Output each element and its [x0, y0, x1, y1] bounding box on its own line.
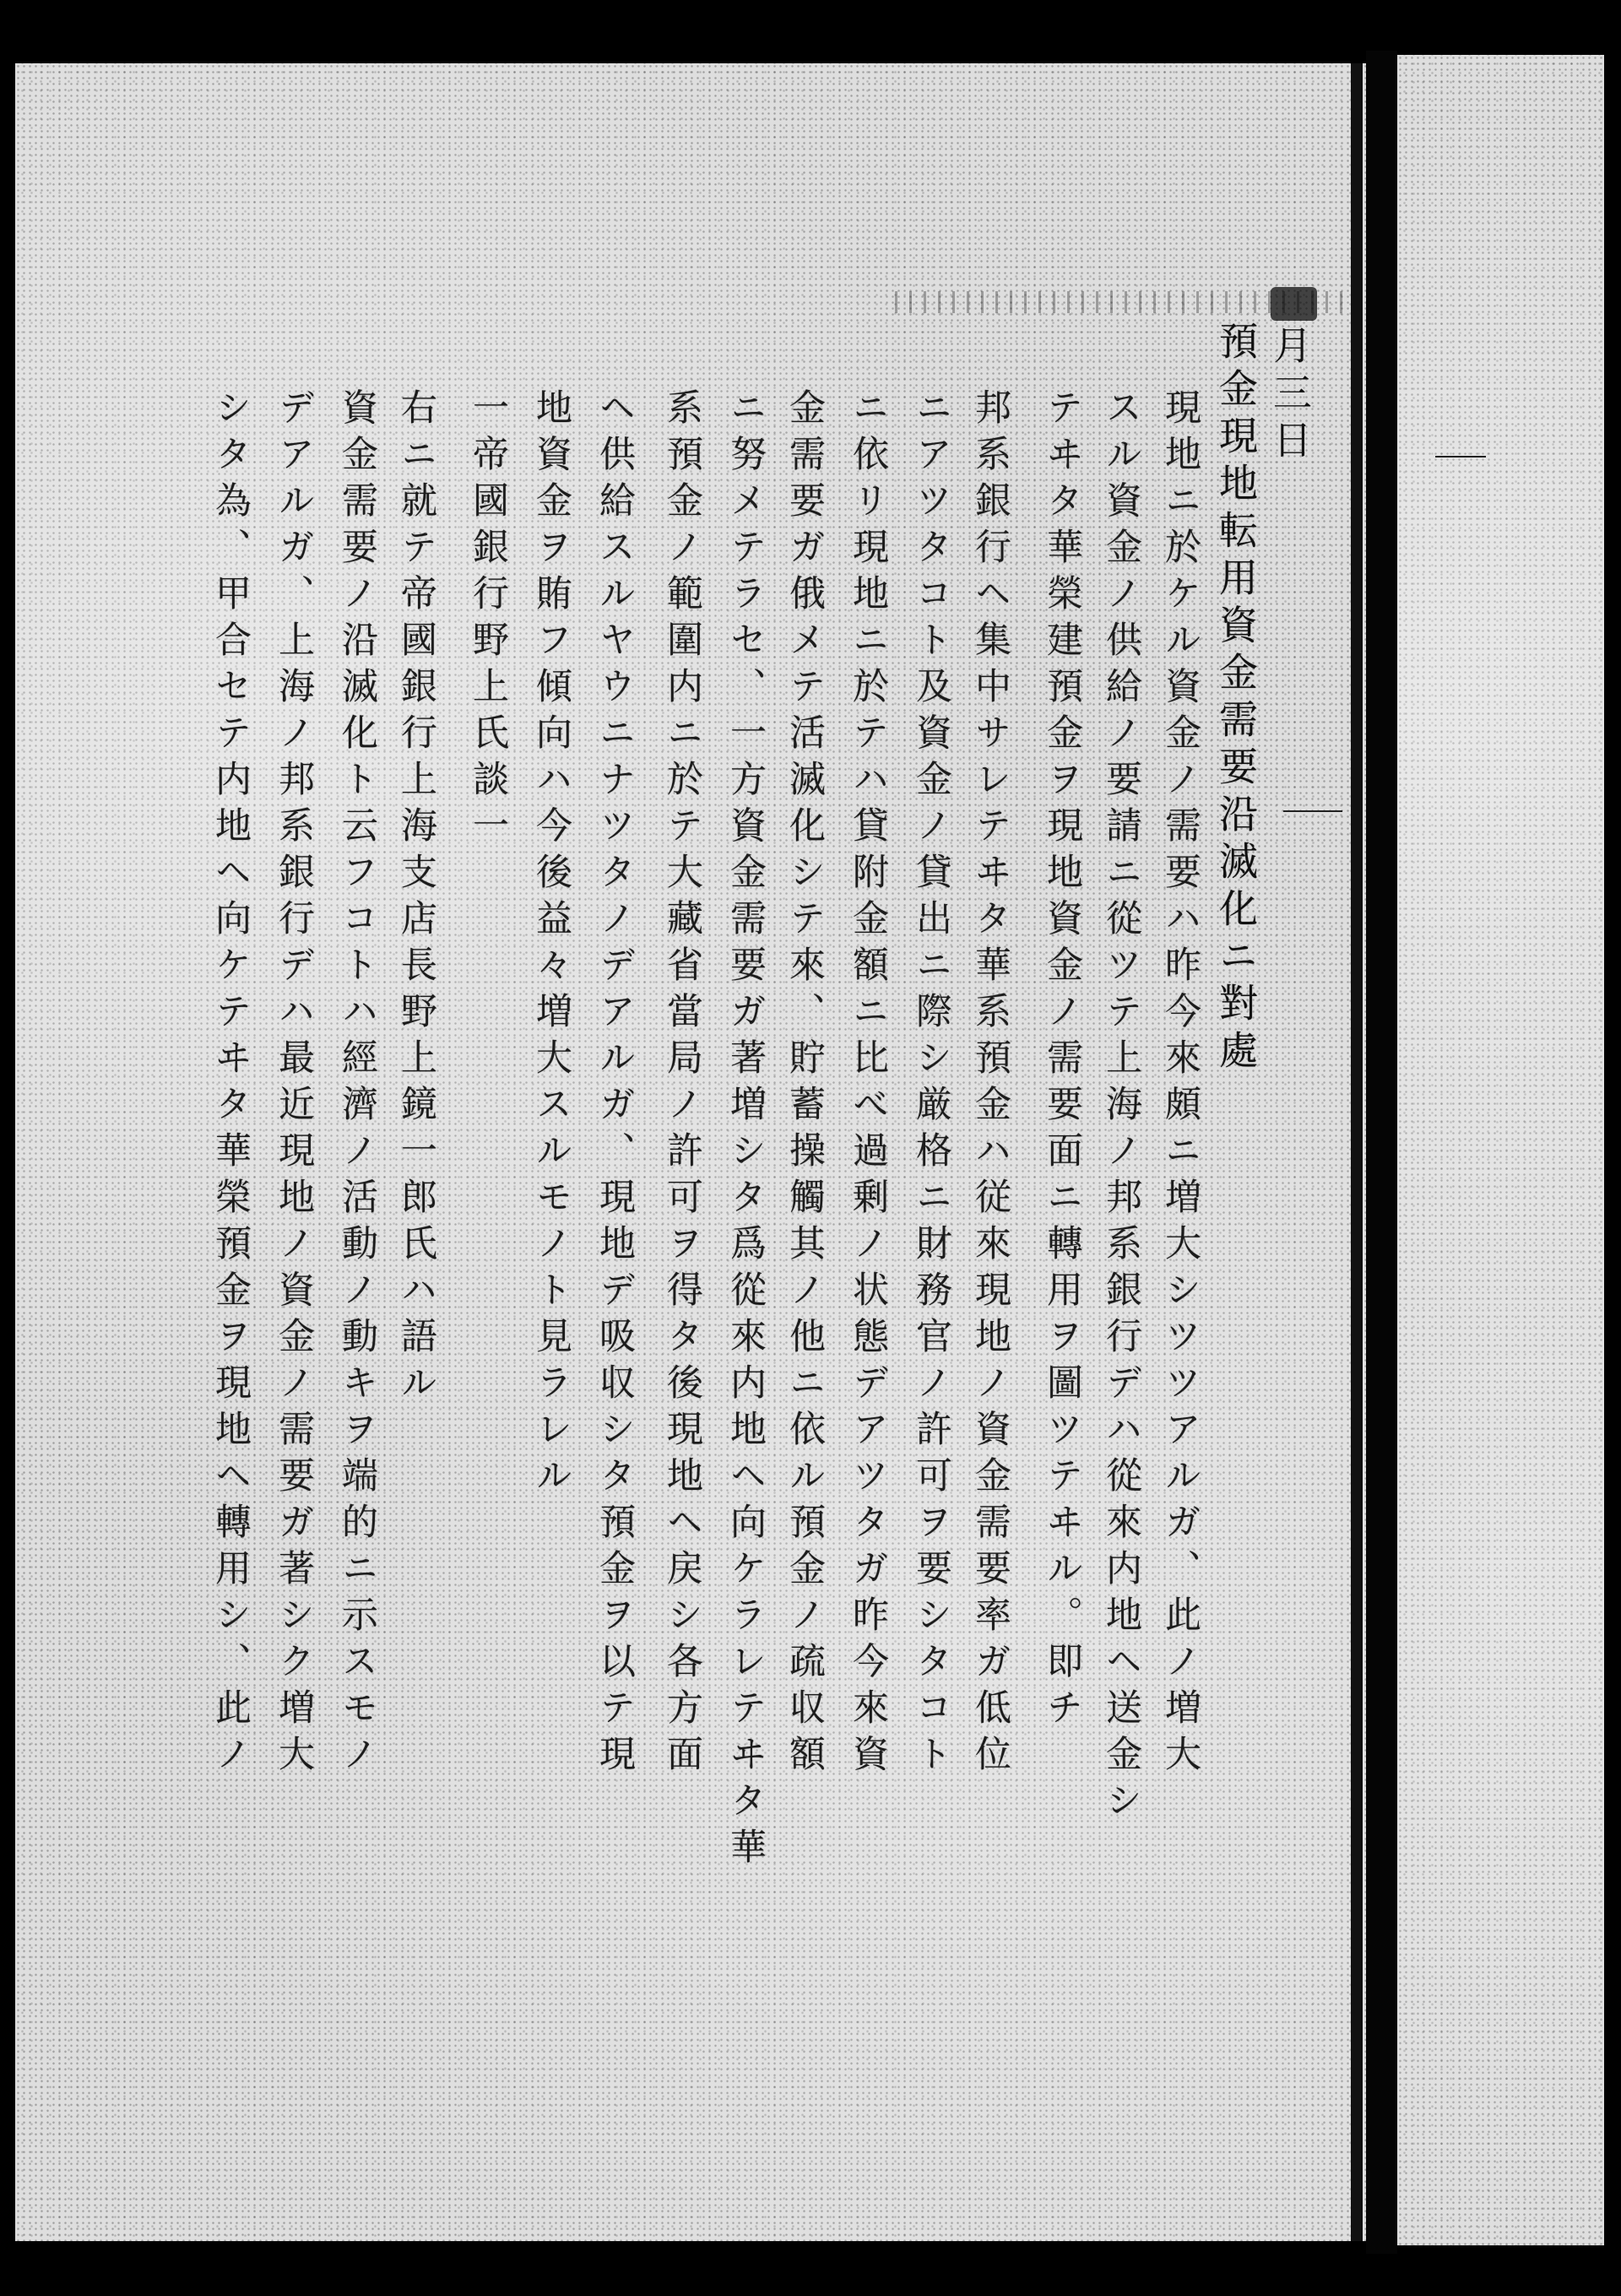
page-gutter: [1366, 51, 1397, 2254]
text-column-6: ニ依リ現地ニ於テハ貸附金額ニ比べ過剰ノ状態デアツタガ昨今來資: [847, 388, 889, 1781]
text-column-11: 地資金ヲ賄フ傾向ハ今後益々増大スルモノト見ラレル: [530, 388, 572, 1503]
text-column-7: 金需要ガ俄メテ活滅化シテ來、貯蓄操觸其ノ他ニ依ル預金ノ疏収額: [783, 388, 826, 1781]
text-column-3: テヰタ華榮建預金ヲ現地資金ノ需要面ニ轉用ヲ圖ツテヰル。即チ: [1041, 388, 1083, 1735]
text-column-4: 邦系銀行ヘ集中サレテヰタ華系預金ハ従來現地ノ資金需要率ガ低位: [969, 388, 1011, 1781]
article-headline: 預金現地転用資金需要沿滅化ニ對處: [1213, 321, 1259, 1077]
text-column-14: 資金需要ノ沿滅化ト云フコトハ經濟ノ活動ノ動キヲ端的ニ示スモノ: [336, 388, 378, 1781]
text-column-2: スル資金ノ供給ノ要請ニ從ツテ上海ノ邦系銀行デハ從來内地ヘ送金シ: [1100, 388, 1142, 1828]
text-column-12: 一帝國銀行野上氏談一: [467, 388, 509, 853]
text-column-8: ニ努メテラセ、一方資金需要ガ著増シタ爲從來内地ヘ向ケラレテヰタ華: [724, 388, 767, 1874]
ink-blot: [1271, 287, 1317, 321]
adjacent-page-mark: [1435, 456, 1486, 458]
margin-mark: [1283, 810, 1342, 812]
date-label: 月三日: [1267, 325, 1313, 467]
text-column-5: ニアツタコト及資金ノ貸出ニ際シ厳格ニ財務官ノ許可ヲ要シタコト: [910, 388, 952, 1781]
text-column-10: ヘ供給スルヤウニナツタノデアルガ、現地デ吸収シタ預金ヲ以テ現: [594, 388, 636, 1781]
text-column-13: 右ニ就テ帝國銀行上海支店長野上鏡一郎氏ハ語ル: [395, 388, 437, 1410]
adjacent-page-edge: [1397, 55, 1604, 2245]
text-column-9: 系預金ノ範圍内ニ於テ大藏省當局ノ許可ヲ得タ後現地ヘ戻シ各方面: [661, 388, 703, 1781]
text-column-1: 現地ニ於ケル資金ノ需要ハ昨今來頗ニ増大シツツアルガ、此ノ増大: [1159, 388, 1201, 1781]
page-gutter-shadow: [1351, 63, 1363, 2241]
text-column-15: デアルガ、上海ノ邦系銀行デハ最近現地ノ資金ノ需要ガ著シク増大: [273, 388, 315, 1781]
text-column-16: シタ為、甲合セテ内地ヘ向ケテヰタ華榮預金ヲ現地ヘ轉用シ、此ノ: [209, 388, 252, 1781]
